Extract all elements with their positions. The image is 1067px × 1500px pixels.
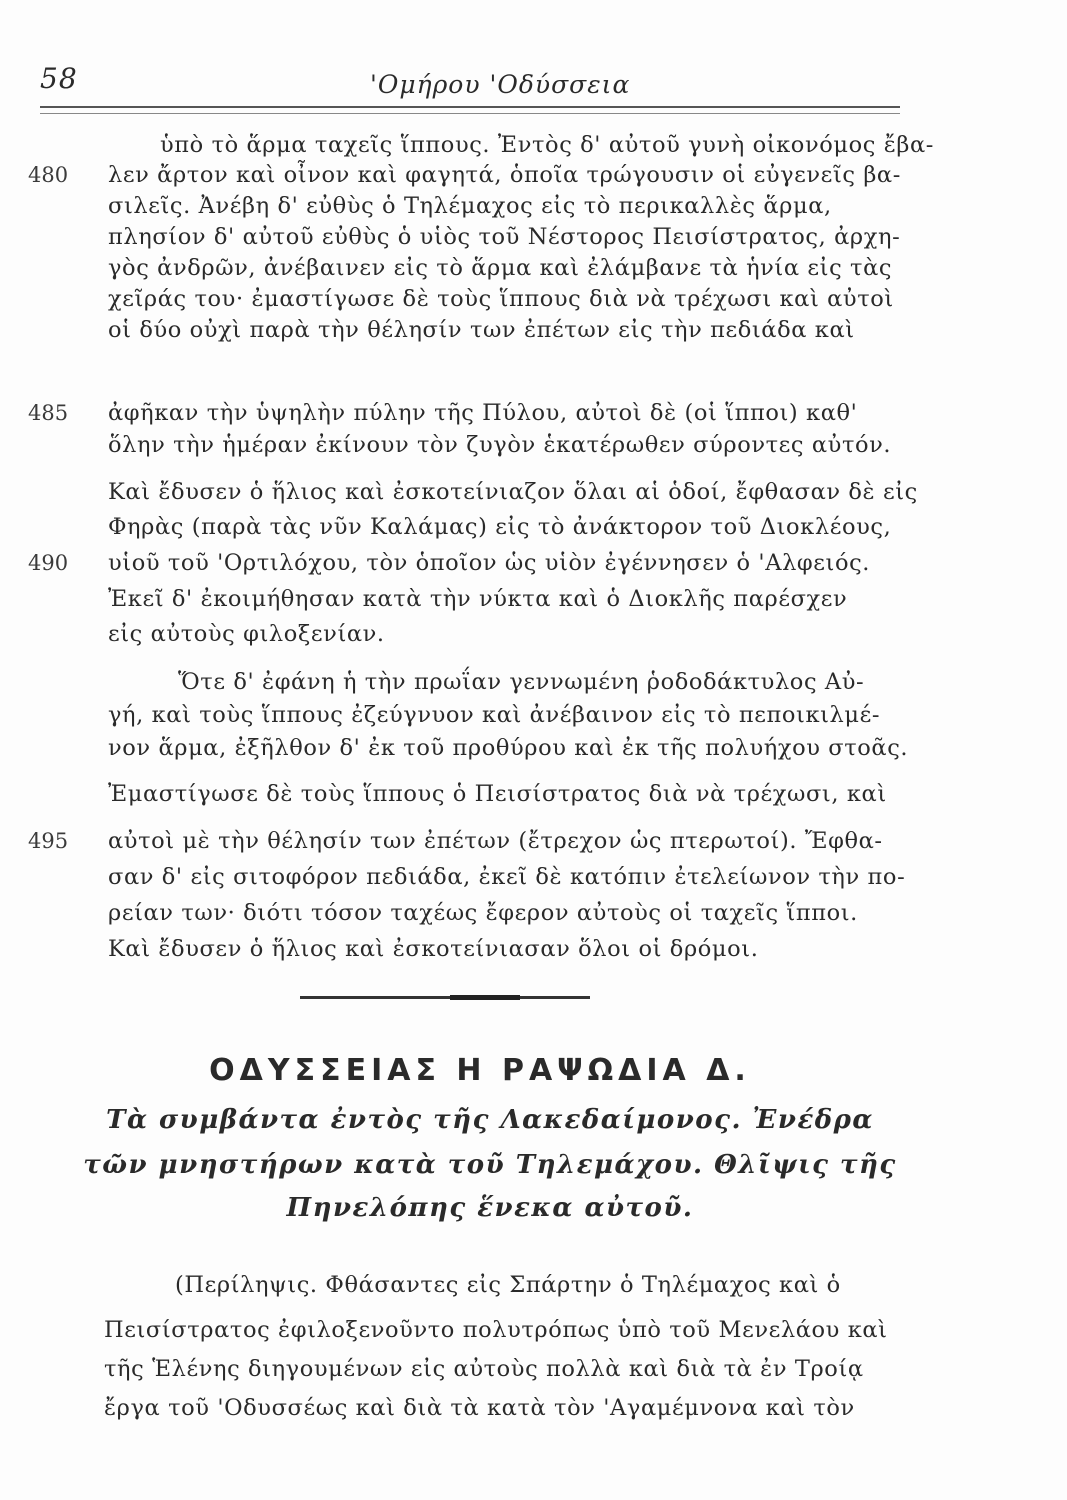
header-rule-thin <box>40 113 900 114</box>
text-line: Ἐμαστίγωσε δὲ τοὺς ἵππους ὁ Πεισίστρατος διὰ νὰ τρέχωσι, καὶ <box>108 781 887 807</box>
summary-paragraph-line: (Περίληψις. Φθάσαντες εἰς Σπάρτην ὁ Τηλέμαχος καὶ ὁ <box>175 1272 841 1298</box>
text-line: υἱοῦ τοῦ 'Ορτιλόχου, τὸν ὁποῖον ὡς υἱὸν ἐγέννησεν ὁ 'Αλφειός. <box>108 550 871 576</box>
text-line: χεῖράς του· ἐμαστίγωσε δὲ τοὺς ἵππους διὰ νὰ τρέχωσι καὶ αὐτοὶ <box>108 286 894 312</box>
text-line: νον ἅρμα, ἐξῆλθον δ' ἐκ τοῦ προθύρου καὶ ἐκ τῆς πολυήχου στοᾶς. <box>108 735 909 761</box>
text-line: ἀφῆκαν τὴν ὑψηλὴν πύλην τῆς Πύλου, αὐτοὶ δὲ (οἱ ἵπποι) καθ' <box>108 400 858 426</box>
line-number: 490 <box>28 551 69 575</box>
text-line: ρείαν των· διότι τόσον ταχέως ἔφερον αὐτοὺς οἱ ταχεῖς ἵπποι. <box>108 900 858 926</box>
line-number: 480 <box>28 163 69 187</box>
summary-paragraph-line: ἔργα τοῦ 'Οδυσσέως καὶ διὰ τὰ κατὰ τὸν 'Αγαμέμνονα καὶ τὸν <box>104 1395 855 1421</box>
header-rule <box>40 106 900 108</box>
text-line: εἰς αὐτοὺς φιλοξενίαν. <box>108 621 385 647</box>
summary-paragraph-line: Πεισίστρατος ἐφιλοξενοῦντο πολυτρόπως ὑπὸ τοῦ Μενελάου καὶ <box>104 1317 888 1343</box>
text-line: ὑπὸ τὸ ἅρμα ταχεῖς ἵππους. Ἐντὸς δ' αὐτοῦ γυνὴ οἰκονόμος ἔβα- <box>160 132 934 158</box>
line-number: 485 <box>28 401 69 425</box>
text-line: Καὶ ἔδυσεν ὁ ἥλιος καὶ ἐσκοτείνιαζον ὅλαι αἱ ὁδοί, ἔφθασαν δὲ εἰς <box>108 479 918 505</box>
text-line: σαν δ' εἰς σιτοφόρον πεδιάδα, ἐκεῖ δὲ κατόπιν ἐτελείωνον τὴν πο- <box>108 864 906 890</box>
text-line: πλησίον δ' αὐτοῦ εὐθὺς ὁ υἱὸς τοῦ Νέστορος Πεισίστρατος, ἀρχη- <box>108 224 901 250</box>
text-line: Ὅτε δ' ἐφάνη ἡ τὴν πρωΐαν γεννωμένη ῥοδοδάκτυλος Αὐ- <box>178 669 865 695</box>
text-line: οἱ δύο οὐχὶ παρὰ τὴν θέλησίν των ἐπέτων εἰς τὴν πεδιάδα καὶ <box>108 317 855 343</box>
text-line: Ἐκεῖ δ' ἐκοιμήθησαν κατὰ τὴν νύκτα καὶ ὁ Διοκλῆς παρέσχεν <box>108 586 848 612</box>
section-divider <box>300 996 590 999</box>
rhapsody-summary-line: τῶν μνηστήρων κατὰ τοῦ Τηλεμάχου. Θλῖψις τῆς <box>83 1150 897 1180</box>
rhapsody-summary-line: Πηνελόπης ἕνεκα αὐτοῦ. <box>286 1193 694 1223</box>
summary-paragraph-line: τῆς Ἑλένης διηγουμένων εἰς αὐτοὺς πολλὰ καὶ διὰ τὰ ἐν Τροίᾳ <box>104 1356 864 1382</box>
page-number: 58 <box>40 62 78 95</box>
text-line: λεν ἄρτον καὶ οἶνον καὶ φαγητά, ὁποῖα τρώγουσιν οἱ εὐγενεῖς βα- <box>108 162 901 188</box>
text-line: σιλεῖς. Ἀνέβη δ' εὐθὺς ὁ Τηλέμαχος εἰς τὸ περικαλλὲς ἅρμα, <box>108 193 832 219</box>
running-title: 'Ομήρου 'Οδύσσεια <box>370 70 631 99</box>
text-line: γή, καὶ τοὺς ἵππους ἐζεύγνυον καὶ ἀνέβαινον εἰς τὸ πεποικιλμέ- <box>108 702 881 728</box>
rhapsody-title: ΟΔΥΣΣΕΙΑΣ Η ΡΑΨΩΔΙΑ Δ. <box>209 1053 751 1088</box>
text-line: γὸς ἀνδρῶν, ἀνέβαινεν εἰς τὸ ἅρμα καὶ ἐλάμβανε τὰ ἡνία εἰς τὰς <box>108 255 893 281</box>
text-line: ὅλην τὴν ἡμέραν ἐκίνουν τὸν ζυγὸν ἑκατέρωθεν σύροντες αὐτόν. <box>108 432 892 458</box>
text-line: Καὶ ἔδυσεν ὁ ἥλιος καὶ ἐσκοτείνιασαν ὅλοι οἱ δρόμοι. <box>108 936 759 962</box>
line-number: 495 <box>28 829 69 853</box>
rhapsody-summary-line: Τὰ συμβάντα ἐντὸς τῆς Λακεδαίμονος. Ἐνέδρα <box>106 1105 874 1135</box>
text-line: αὐτοὶ μὲ τὴν θέλησίν των ἐπέτων (ἔτρεχον ὡς πτερωτοί). Ἔφθα- <box>108 828 883 854</box>
text-line: Φηρὰς (παρὰ τὰς νῦν Καλάμας) εἰς τὸ ἀνάκτορον τοῦ Διοκλέους, <box>108 514 892 540</box>
